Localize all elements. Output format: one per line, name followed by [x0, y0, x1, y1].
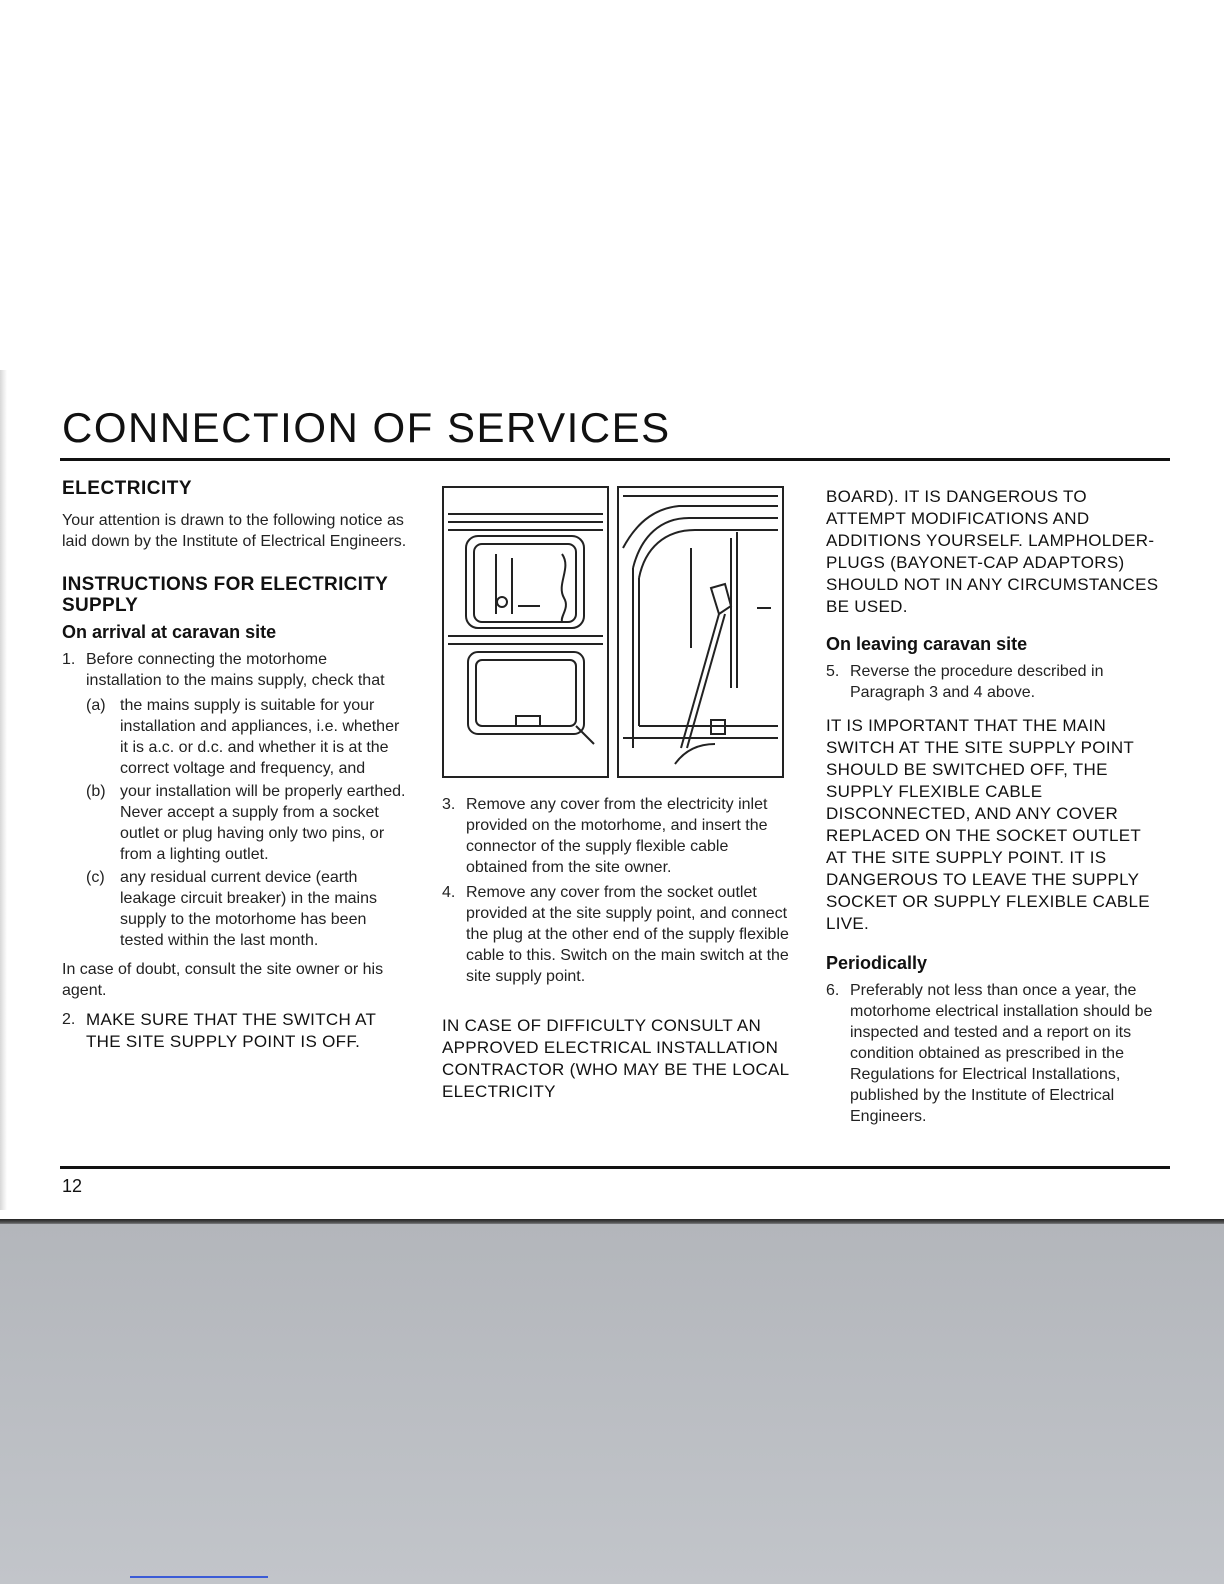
column-right — [826, 486, 1161, 1131]
list-item-5 — [826, 661, 1161, 703]
list-item-3 — [442, 794, 792, 878]
arrival-heading: On arrival at caravan site — [62, 622, 277, 642]
illustration-pair — [442, 486, 787, 778]
sub-item-label: (c) — [86, 869, 105, 886]
item-number: 4. — [442, 884, 456, 901]
sub-item-c — [86, 867, 407, 951]
sub-item-text: the mains supply is suitable for your installation and appliances, i.e. whether it is a.c. or d.c. and whether it is at the correct voltage and frequency, and — [120, 697, 400, 777]
item-number: 3. — [442, 796, 456, 813]
page-title: CONNECTION OF SERVICES — [62, 404, 671, 451]
item-number: 2. — [62, 1011, 76, 1028]
item-number: 5. — [826, 663, 840, 680]
difficulty-notice: IN CASE OF DIFFICULTY CONSULT AN APPROVED ELECTRICAL INSTALLATION CONTRACTOR (WHO MAY BE THE LOCAL ELECTRICITY — [442, 1016, 789, 1101]
sub-item-b — [86, 781, 407, 865]
item-text: MAKE SURE THAT THE SWITCH AT THE SITE SUPPLY POINT IS OFF. — [86, 1010, 376, 1051]
inlet-illustration — [442, 486, 609, 778]
page-left-shadow — [0, 370, 7, 1210]
item-text: Preferably not less than once a year, the motorhome electrical installation should be inspected and tested and a report on its condition obtained as prescribed in the Regulations for Electrical Installations, published by the Institute of Electrical Engineers. — [850, 982, 1153, 1125]
intro-paragraph: Your attention is drawn to the following notice as laid down by the Institute of Electrical Engineers. — [62, 512, 407, 550]
title-rule — [60, 458, 1170, 461]
item-number: 1. — [62, 651, 76, 668]
doubt-paragraph: In case of doubt, consult the site owner or his agent. — [62, 961, 384, 999]
footer-rule — [60, 1166, 1170, 1169]
socket-illustration — [617, 486, 784, 778]
instructions-heading: INSTRUCTIONS FOR ELECTRICITY SUPPLY — [62, 574, 388, 616]
item-text: Before connecting the motorhome installation to the mains supply, check that — [86, 651, 385, 689]
item-number: 6. — [826, 982, 840, 999]
important-notice: IT IS IMPORTANT THAT THE MAIN SWITCH AT THE SITE SUPPLY POINT SHOULD BE SWITCHED OFF, THE SUPPLY FLEXIBLE CABLE DISCONNECTED, AND ANY COVER REPLACED ON THE SOCKET OUTLET AT THE SITE SUPPLY POINT. IT IS DANGEROUS TO LEAVE THE SUPPLY SOCKET OR SUPPLY FLEXIBLE CABLE LIVE. — [826, 716, 1150, 933]
scanner-background — [0, 1224, 1224, 1584]
periodically-heading: Periodically — [826, 953, 928, 973]
leaving-heading: On leaving caravan site — [826, 634, 1028, 654]
list-item-4 — [442, 882, 792, 987]
item-text: Remove any cover from the electricity inlet provided on the motorhome, and insert the connector of the supply flexible cable obtained from the site owner. — [466, 796, 768, 876]
list-item-1 — [62, 649, 407, 691]
sub-item-label: (b) — [86, 783, 106, 800]
sub-item-a — [86, 695, 407, 779]
item-text: Reverse the procedure described in Paragraph 3 and 4 above. — [850, 663, 1104, 701]
column-left — [62, 478, 407, 1057]
column-middle — [442, 486, 792, 1103]
list-item-2 — [62, 1009, 407, 1053]
sub-item-label: (a) — [86, 697, 106, 714]
underline-mark — [130, 1576, 268, 1578]
item-text: Remove any cover from the socket outlet provided at the site supply point, and connect the plug at the other end of the supply flexible cable to this. Switch on the main switch at the site supply point. — [466, 884, 789, 985]
connector-cable-drawing — [619, 488, 782, 776]
page-number: 12 — [62, 1176, 83, 1196]
sub-item-text: your installation will be properly earthed. Never accept a supply from a socket outlet or plug having only two pins, or from a lighting outlet. — [120, 783, 406, 863]
electricity-inlet-drawing — [444, 488, 607, 776]
sub-item-text: any residual current device (earth leakage circuit breaker) in the mains supply to the motorhome has been tested within the last month. — [120, 869, 378, 949]
section-heading-electricity: ELECTRICITY — [62, 478, 193, 499]
list-item-6 — [826, 980, 1161, 1127]
continuation-notice: BOARD). IT IS DANGEROUS TO ATTEMPT MODIFICATIONS AND ADDITIONS YOURSELF. LAMPHOLDER-PLUGS (BAYONET-CAP ADAPTORS) SHOULD NOT IN ANY CIRCUMSTANCES BE USED. — [826, 487, 1159, 616]
